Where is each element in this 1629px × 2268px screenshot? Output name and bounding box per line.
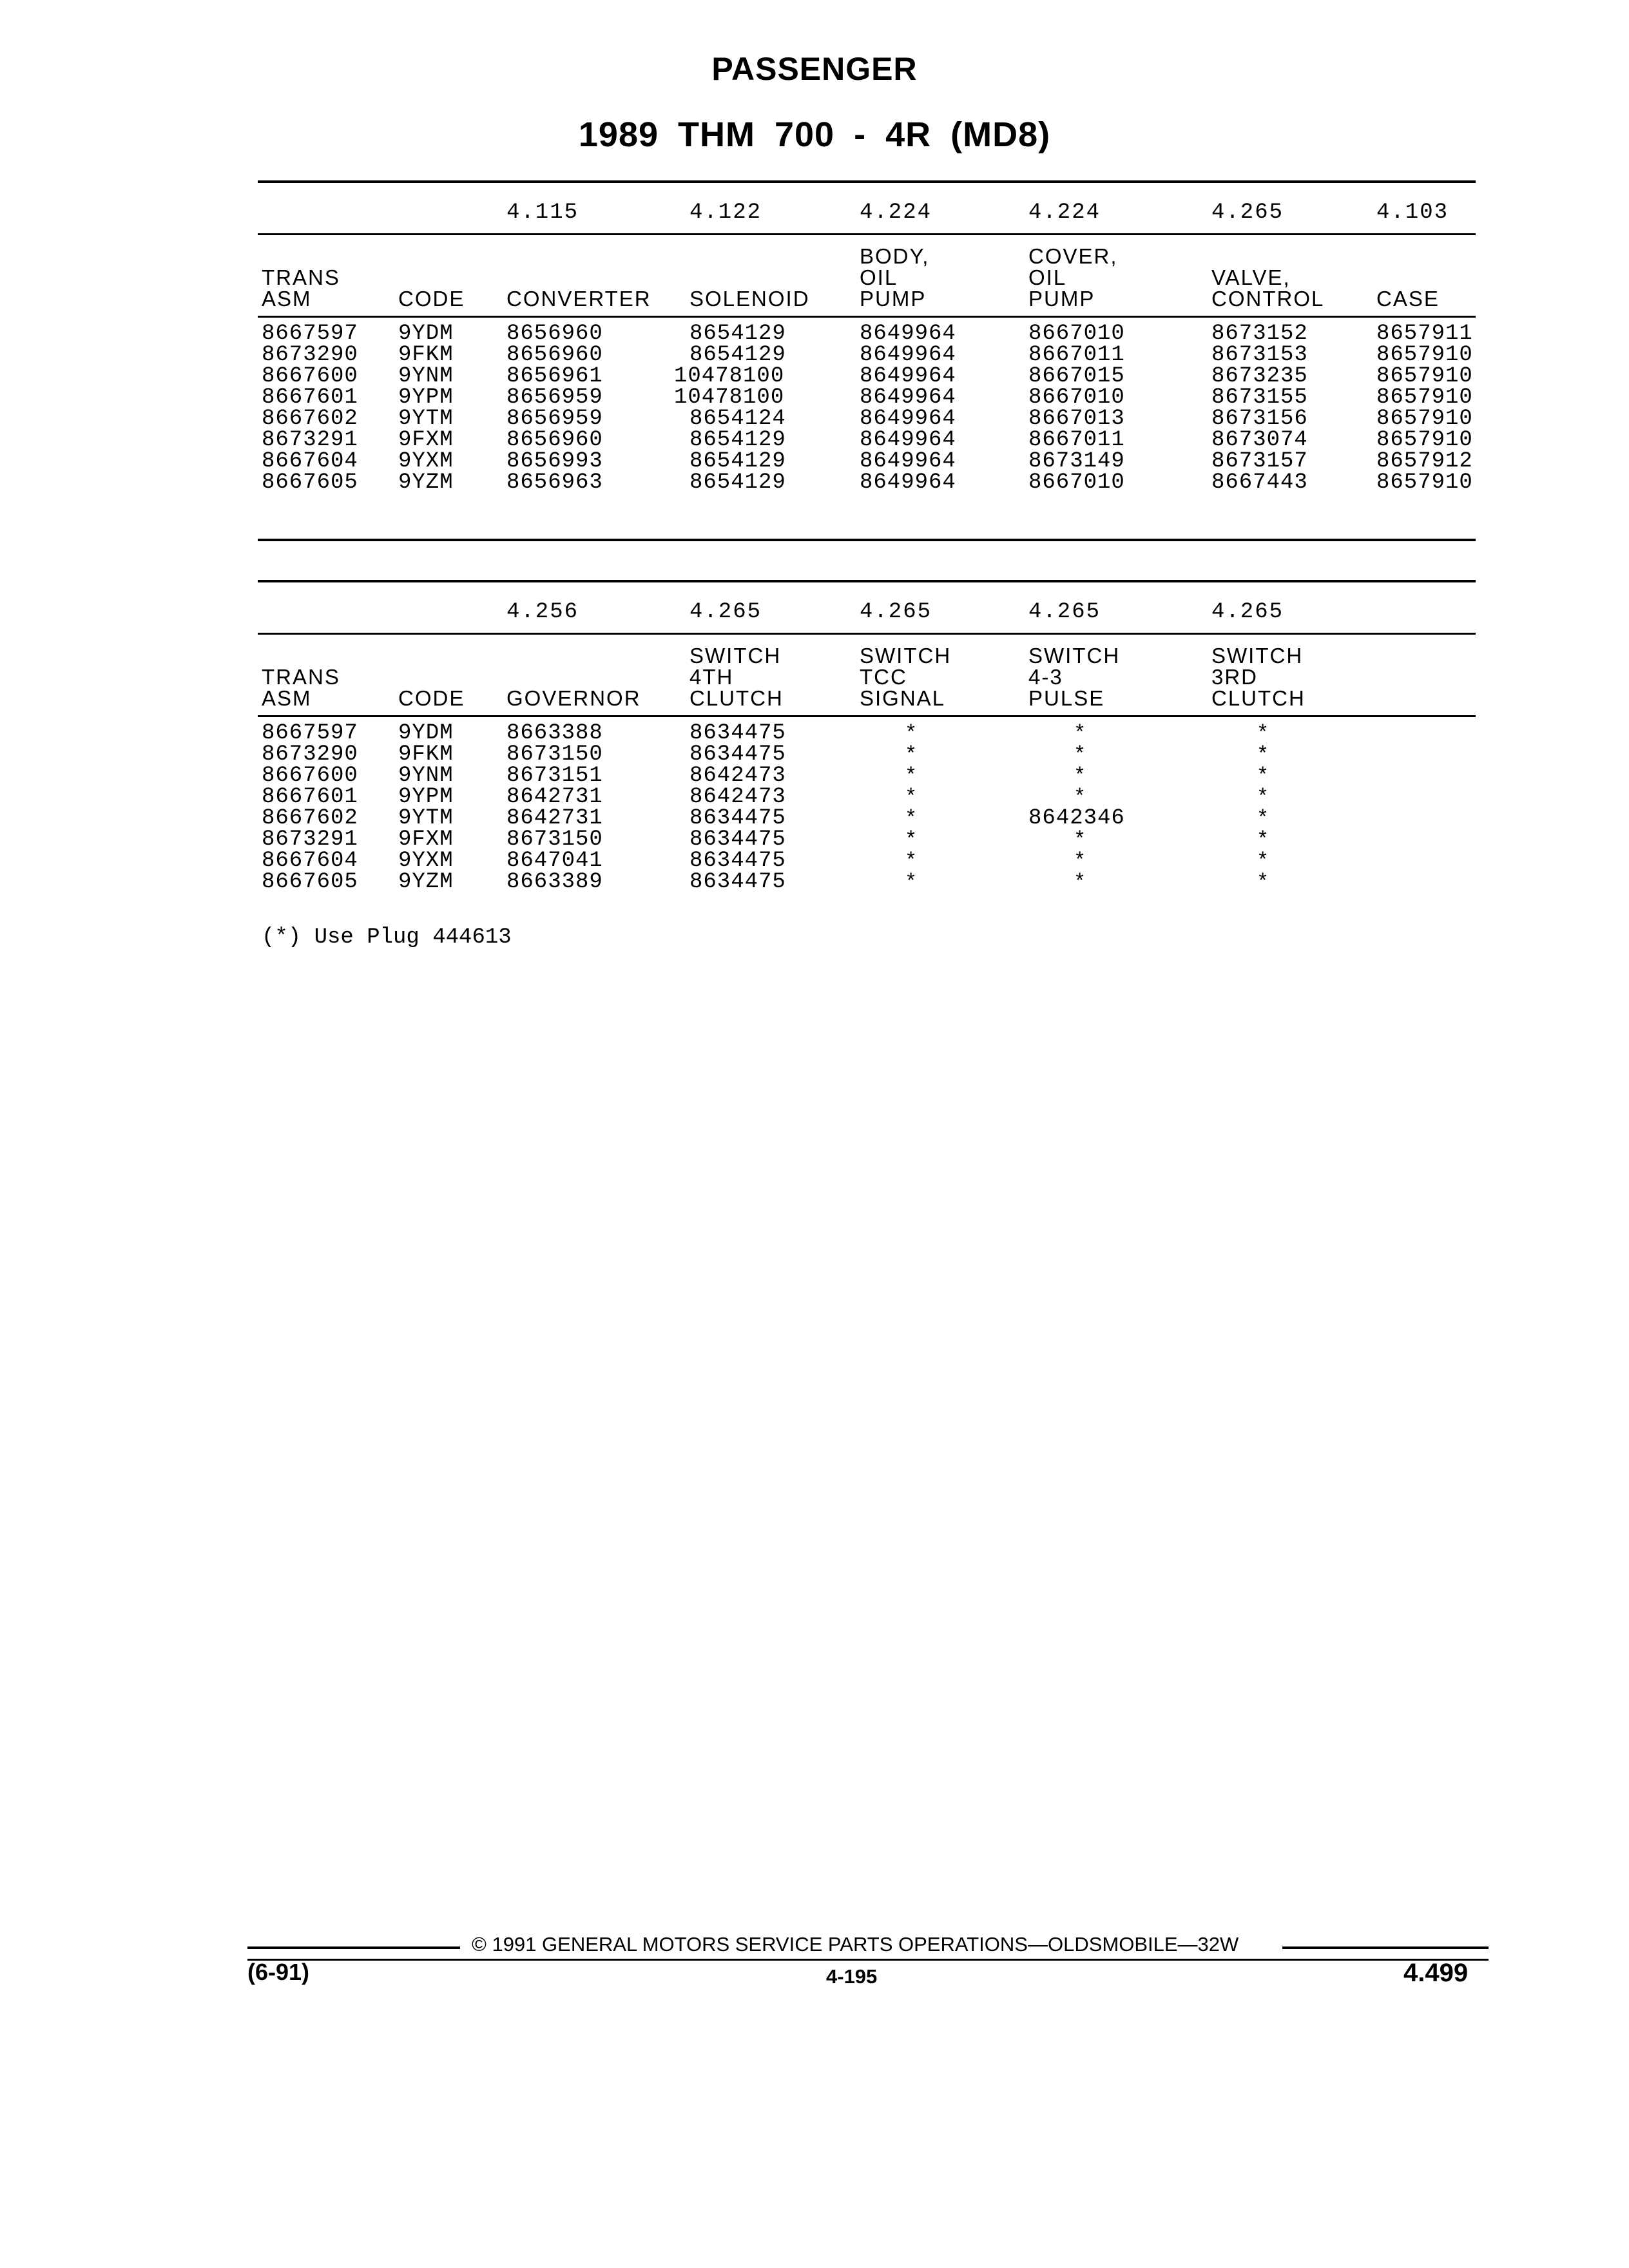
- part-number: 8654129: [689, 470, 786, 495]
- footer-rule-right: [1282, 1946, 1489, 1949]
- part-number: 8642473: [689, 764, 786, 788]
- part-number: 8657910: [1376, 470, 1473, 495]
- plug-note-marker: *: [1257, 764, 1270, 788]
- plug-note-marker: *: [905, 743, 918, 767]
- table-bottom-rule: [258, 539, 1476, 541]
- part-number: 8634475: [689, 742, 786, 767]
- part-number: 8657911: [1376, 322, 1473, 346]
- part-number: 8649964: [860, 407, 956, 431]
- plug-note-marker: *: [905, 828, 918, 852]
- part-number: 8654129: [689, 449, 786, 474]
- trans-asm-number: 8667602: [262, 407, 358, 431]
- plug-note-marker: *: [1074, 722, 1087, 745]
- part-number: 8656960: [506, 343, 603, 367]
- part-number: 8634475: [689, 870, 786, 894]
- part-number: 8634475: [689, 721, 786, 745]
- column-header: OIL: [860, 265, 898, 289]
- part-number: 10478100: [674, 385, 785, 410]
- ref-number: 4.265: [689, 600, 762, 624]
- trans-code: 9YTM: [398, 407, 454, 431]
- part-number: 8673155: [1211, 385, 1308, 410]
- part-number: 8657910: [1376, 428, 1473, 452]
- column-header: CLUTCH: [1211, 686, 1306, 710]
- plug-note-marker: *: [1074, 828, 1087, 852]
- part-number: 10478100: [674, 364, 785, 389]
- plug-note-marker: *: [1257, 828, 1270, 852]
- part-number: 8634475: [689, 806, 786, 831]
- column-header: BODY,: [860, 244, 930, 268]
- ref-rule: [258, 633, 1476, 635]
- part-number: 8667010: [1028, 385, 1125, 410]
- part-number: 8656960: [506, 322, 603, 346]
- trans-asm-number: 8667604: [262, 849, 358, 873]
- part-number: 8657910: [1376, 364, 1473, 389]
- trans-code: 9FKM: [398, 742, 454, 767]
- plug-note-marker: *: [1257, 743, 1270, 767]
- trans-asm-number: 8667600: [262, 764, 358, 788]
- trans-code: 9YPM: [398, 785, 454, 809]
- part-number: 8649964: [860, 364, 956, 389]
- part-number: 8673156: [1211, 407, 1308, 431]
- plug-note-marker: *: [1074, 743, 1087, 767]
- column-header: COVER,: [1028, 244, 1118, 268]
- part-number: 8649964: [860, 322, 956, 346]
- trans-asm-number: 8667602: [262, 806, 358, 831]
- ref-number: 4.256: [506, 600, 579, 624]
- part-number: 8654129: [689, 343, 786, 367]
- part-number: 8657910: [1376, 343, 1473, 367]
- plug-note-marker: *: [1074, 870, 1087, 894]
- plug-note-marker: *: [1257, 849, 1270, 873]
- part-number: 8667015: [1028, 364, 1125, 389]
- column-header: TCC: [860, 665, 907, 689]
- column-header: CASE: [1376, 287, 1440, 311]
- part-number: 8642731: [506, 785, 603, 809]
- part-number: 8654129: [689, 322, 786, 346]
- plug-note-marker: *: [1074, 764, 1087, 788]
- header-rule: [258, 316, 1476, 318]
- part-number: 8656959: [506, 407, 603, 431]
- footnote: (*) Use Plug 444613: [262, 925, 512, 950]
- part-number: 8657910: [1376, 407, 1473, 431]
- part-number: 8649964: [860, 385, 956, 410]
- trans-code: 9FKM: [398, 343, 454, 367]
- trans-asm-number: 8667600: [262, 364, 358, 389]
- trans-asm-number: 8673291: [262, 827, 358, 852]
- column-header: SWITCH: [860, 644, 952, 668]
- column-header: SOLENOID: [689, 287, 810, 311]
- part-number: 8634475: [689, 827, 786, 852]
- part-number: 8673157: [1211, 449, 1308, 474]
- trans-code: 9YPM: [398, 385, 454, 410]
- trans-code: 9YDM: [398, 322, 454, 346]
- column-header: ASM: [262, 686, 312, 710]
- part-number: 8673235: [1211, 364, 1308, 389]
- column-header: 3RD: [1211, 665, 1258, 689]
- plug-note-marker: *: [1257, 722, 1270, 745]
- ref-number: 4.224: [1028, 200, 1101, 225]
- part-number: 8667011: [1028, 343, 1125, 367]
- ref-number: 4.265: [860, 600, 932, 624]
- ref-number: 4.265: [1211, 200, 1284, 225]
- table-top-rule: [258, 580, 1476, 582]
- plug-note-marker: *: [905, 722, 918, 745]
- part-number: 8673151: [506, 764, 603, 788]
- part-number: 8657912: [1376, 449, 1473, 474]
- trans-code: 9FXM: [398, 428, 454, 452]
- ref-number: 4.103: [1376, 200, 1449, 225]
- part-number: 8667010: [1028, 322, 1125, 346]
- part-number: 8647041: [506, 849, 603, 873]
- part-number: 8657910: [1376, 385, 1473, 410]
- part-number: 8667010: [1028, 470, 1125, 495]
- trans-code: 9YZM: [398, 470, 454, 495]
- page-title: PASSENGER: [711, 51, 918, 87]
- column-header: CONTROL: [1211, 287, 1325, 311]
- part-number: 8642731: [506, 806, 603, 831]
- part-number: 8667443: [1211, 470, 1308, 495]
- column-header: 4-3: [1028, 665, 1063, 689]
- column-header: TRANS: [262, 265, 340, 289]
- column-header: PUMP: [1028, 287, 1095, 311]
- trans-code: 9YXM: [398, 449, 454, 474]
- column-header: TRANS: [262, 665, 340, 689]
- part-number: 8649964: [860, 428, 956, 452]
- part-number: 8634475: [689, 849, 786, 873]
- part-number: 8667013: [1028, 407, 1125, 431]
- column-header: GOVERNOR: [506, 686, 641, 710]
- trans-asm-number: 8667605: [262, 870, 358, 894]
- page-subtitle: 1989 THM 700 - 4R (MD8): [578, 115, 1051, 154]
- column-header: CODE: [398, 287, 465, 311]
- plug-note-marker: *: [1074, 785, 1087, 809]
- column-header: SIGNAL: [860, 686, 946, 710]
- trans-asm-number: 8667605: [262, 470, 358, 495]
- trans-code: 9YXM: [398, 849, 454, 873]
- part-number: 8673152: [1211, 322, 1308, 346]
- trans-asm-number: 8667597: [262, 322, 358, 346]
- part-number: 8649964: [860, 343, 956, 367]
- part-number: 8656959: [506, 385, 603, 410]
- part-number: 8654124: [689, 407, 786, 431]
- column-header: OIL: [1028, 265, 1067, 289]
- plug-note-marker: *: [905, 807, 918, 831]
- trans-code: 9YNM: [398, 364, 454, 389]
- part-number: 8656963: [506, 470, 603, 495]
- plug-note-marker: *: [905, 764, 918, 788]
- column-header: CONVERTER: [506, 287, 651, 311]
- plug-note-marker: *: [1257, 870, 1270, 894]
- column-header: SWITCH: [1028, 644, 1121, 668]
- trans-code: 9YZM: [398, 870, 454, 894]
- part-number: 8642473: [689, 785, 786, 809]
- trans-code: 9YDM: [398, 721, 454, 745]
- footer-rule-bottom: [247, 1959, 1489, 1961]
- plug-note-marker: *: [1257, 807, 1270, 831]
- page-number: 4-195: [826, 1965, 878, 1988]
- trans-code: 9YTM: [398, 806, 454, 831]
- trans-asm-number: 8667597: [262, 721, 358, 745]
- part-number: 8667011: [1028, 428, 1125, 452]
- part-number: 8649964: [860, 449, 956, 474]
- part-number: 8649964: [860, 470, 956, 495]
- ref-rule: [258, 233, 1476, 235]
- part-number: 8654129: [689, 428, 786, 452]
- trans-code: 9FXM: [398, 827, 454, 852]
- trans-asm-number: 8667601: [262, 785, 358, 809]
- plug-note-marker: *: [905, 870, 918, 894]
- part-number: 8673149: [1028, 449, 1125, 474]
- column-header: ASM: [262, 287, 312, 311]
- part-number: 8673074: [1211, 428, 1308, 452]
- column-header: PULSE: [1028, 686, 1105, 710]
- trans-asm-number: 8667601: [262, 385, 358, 410]
- part-number: 8673150: [506, 742, 603, 767]
- plug-note-marker: *: [1074, 849, 1087, 873]
- ref-number: 4.122: [689, 200, 762, 225]
- part-number: 8663388: [506, 721, 603, 745]
- trans-asm-number: 8673291: [262, 428, 358, 452]
- column-header: CODE: [398, 686, 465, 710]
- trans-asm-number: 8673290: [262, 742, 358, 767]
- column-header: 4TH: [689, 665, 734, 689]
- copyright-notice: © 1991 GENERAL MOTORS SERVICE PARTS OPERATIONS—OLDSMOBILE—32W: [472, 1933, 1239, 1956]
- table-top-rule: [258, 180, 1476, 183]
- ref-number: 4.265: [1211, 600, 1284, 624]
- ref-number: 4.115: [506, 200, 579, 225]
- plug-note-marker: *: [905, 849, 918, 873]
- part-number: 8656993: [506, 449, 603, 474]
- trans-asm-number: 8673290: [262, 343, 358, 367]
- part-number: 8673150: [506, 827, 603, 852]
- plug-note-marker: *: [905, 785, 918, 809]
- trans-asm-number: 8667604: [262, 449, 358, 474]
- part-number: 8663389: [506, 870, 603, 894]
- column-header: VALVE,: [1211, 265, 1291, 289]
- column-header: PUMP: [860, 287, 927, 311]
- part-number: 8642346: [1028, 806, 1125, 831]
- part-number: 8673153: [1211, 343, 1308, 367]
- column-header: SWITCH: [1211, 644, 1304, 668]
- part-number: 8656961: [506, 364, 603, 389]
- header-rule: [258, 715, 1476, 717]
- column-header: CLUTCH: [689, 686, 784, 710]
- ref-number: 4.265: [1028, 600, 1101, 624]
- plug-note-marker: *: [1257, 785, 1270, 809]
- revision-date: (6-91): [247, 1959, 310, 1985]
- ref-number: 4.224: [860, 200, 932, 225]
- footer-rule-left: [247, 1946, 460, 1949]
- part-number: 8656960: [506, 428, 603, 452]
- column-header: SWITCH: [689, 644, 782, 668]
- section-number: 4.499: [1403, 1959, 1469, 1987]
- trans-code: 9YNM: [398, 764, 454, 788]
